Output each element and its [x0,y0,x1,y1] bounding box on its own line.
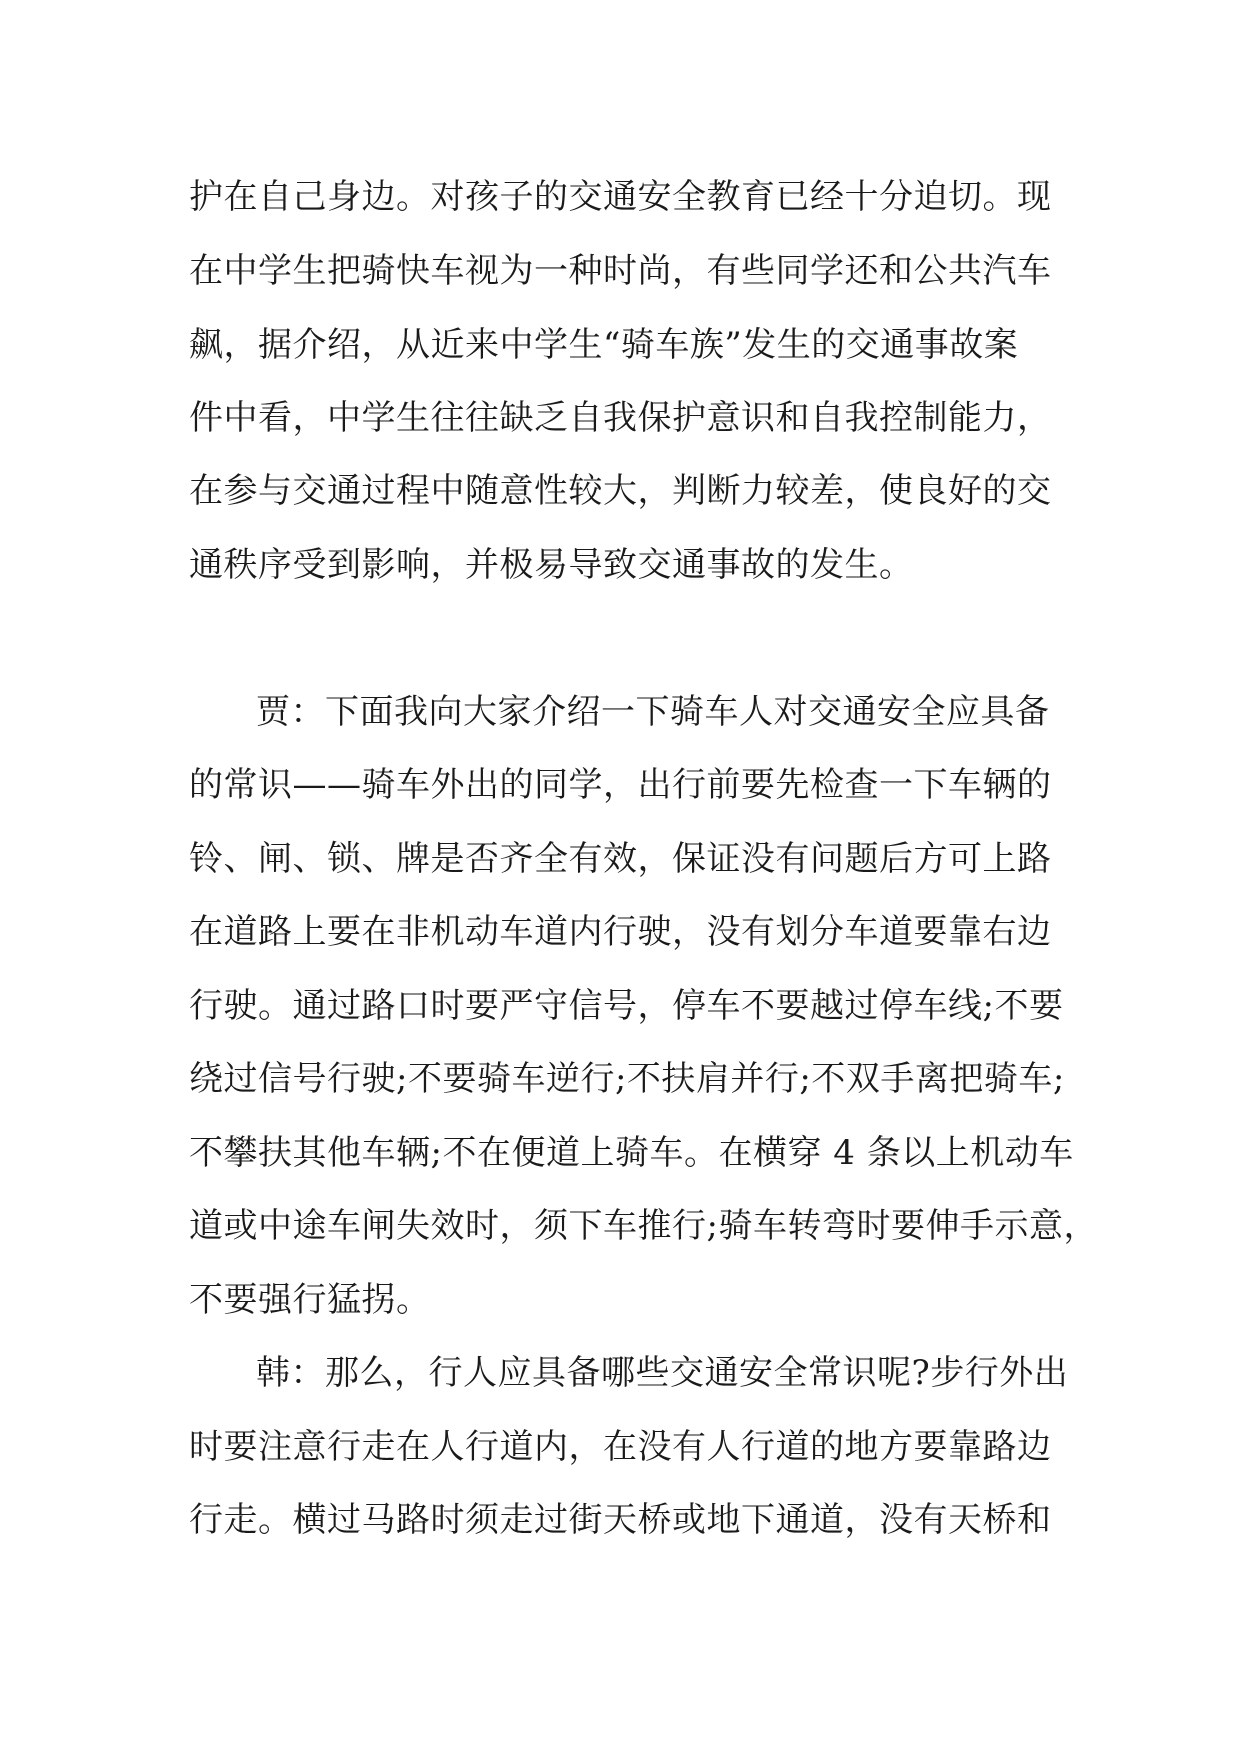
paragraph-3-line-1: 韩：那么，行人应具备哪些交通安全常识呢?步行外出 [256,1353,1069,1393]
paragraph-1-line-5: 在参与交通过程中随意性较大，判断力较差，使良好的交 [189,471,1052,511]
paragraph-1-line-3: 飙，据介绍，从近来中学生“骑车族”发生的交通事故案 [189,325,1019,365]
paragraph-1-line-4: 件中看，中学生往往缺乏自我保护意识和自我控制能力， [189,398,1052,438]
paragraph-2-line-4: 在道路上要在非机动车道内行驶，没有划分车道要靠右边 [189,912,1052,952]
paragraph-1-line-1: 护在自己身边。对孩子的交通安全教育已经十分迫切。现 [189,177,1052,217]
paragraph-2-line-3: 铃、闸、锁、牌是否齐全有效，保证没有问题后方可上路 [189,839,1052,879]
paragraph-2-line-5: 行驶。通过路口时要严守信号，停车不要越过停车线;不要 [189,986,1064,1026]
paragraph-2-line-7: 不攀扶其他车辆;不在便道上骑车。在横穿 4 条以上机动车 [189,1133,1074,1173]
paragraph-2-line-8: 道或中途车闸失效时，须下车推行;骑车转弯时要伸手示意， [189,1206,1098,1246]
paragraph-3-line-3: 行走。横过马路时须走过街天桥或地下通道，没有天桥和 [189,1500,1052,1540]
paragraph-1-line-2: 在中学生把骑快车视为一种时尚，有些同学还和公共汽车 [189,251,1052,291]
paragraph-1-line-6: 通秩序受到影响，并极易导致交通事故的发生。 [189,545,914,585]
paragraph-2-line-9: 不要强行猛拐。 [189,1280,431,1320]
paragraph-2-line-1: 贾：下面我向大家介绍一下骑车人对交通安全应具备 [256,692,1050,732]
paragraph-2-line-6: 绕过信号行驶;不要骑车逆行;不扶肩并行;不双手离把骑车; [189,1059,1065,1099]
paragraph-2-line-2: 的常识——骑车外出的同学，出行前要先检查一下车辆的 [189,765,1052,805]
paragraph-3-line-2: 时要注意行走在人行道内，在没有人行道的地方要靠路边 [189,1427,1052,1467]
